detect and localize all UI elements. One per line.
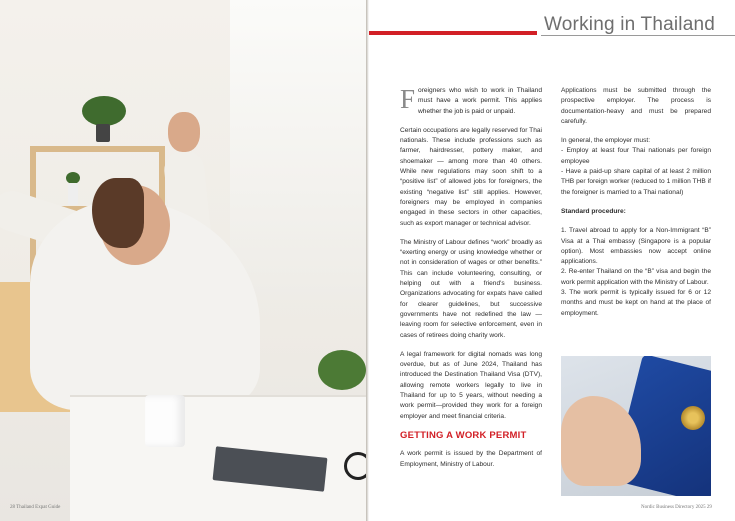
drop-cap: F: [400, 84, 416, 114]
left-page-footer: 28 Thailand Expat Guide: [10, 505, 61, 510]
page-title: Working in Thailand: [544, 14, 716, 35]
right-page-article: [369, 0, 735, 521]
procedure-step: 2. Re-enter Thailand on the “B” visa and begin the work permit application with the Ministry of Labour.: [561, 268, 711, 286]
body-paragraph: Certain occupations are legally reserved for Thai nationals. These include professions such as farmer, hairdresser, pottery maker, and shoemaker — among more than 40 others. While new regulations may soon shift to a “positive list” of allowed jobs for foreigners, the existing “negative list” still applies. However, foreigners may be employed in companies engaged in these sectors in other capacities, such as export manager or technical advisor.: [400, 126, 542, 227]
vase: [68, 183, 78, 205]
emblem-icon: [681, 406, 705, 430]
body-paragraph: A work permit is issued by the Department of Employment, Ministry of Labour.: [400, 450, 542, 468]
procedure-step: 1. Travel abroad to apply for a Non-Immigrant “B” Visa at a Thai embassy (Singapore is a popular option). Most embassies now accept online applications.: [561, 227, 711, 266]
header-accent-rule: [369, 31, 537, 35]
requirement-item: - Have a paid-up share capital of at least 2 million THB per foreign worker (reduced to 1 million THB if the foreigner is married to a Thai national): [561, 168, 711, 196]
passport-photo: [561, 356, 711, 496]
coffee-mug: [145, 395, 185, 447]
body-paragraph: In general, the employer must:: [561, 137, 651, 145]
lead-text: oreigners who wish to work in Thailand must have a work permit. This applies whether the job is paid or unpaid.: [418, 87, 542, 115]
article-column-1: [400, 86, 542, 479]
title-underline: [541, 35, 735, 36]
body-paragraph: A legal framework for digital nomads was long overdue, but as of June 2024, Thailand has introduced the Destination Thailand Visa (DTV), allowing remote workers legally to live in Thailand for up to 5 years, without needing a work permit—provided they work for a foreign employer and meet financial criteria.: [400, 350, 542, 420]
lead-paragraph: [400, 86, 542, 117]
pot: [96, 124, 110, 142]
procedure-heading: Standard procedure:: [561, 207, 626, 215]
glasses-icon: [344, 452, 367, 480]
body-paragraph: Applications must be submitted through the prospective employer. The process is documentation-heavy and must be prepared carefully.: [561, 87, 711, 125]
left-page-photo: [0, 0, 367, 521]
procedure-step: 3. The work permit is typically issued for 6 or 12 months and must be kept on hand at the place of employment.: [561, 289, 711, 317]
window-light: [230, 0, 367, 300]
hand: [168, 112, 200, 152]
plant-icon: [82, 96, 126, 126]
plant-icon: [318, 350, 366, 390]
requirement-item: - Employ at least four Thai nationals per foreign employee: [561, 147, 711, 165]
body-paragraph: The Ministry of Labour defines “work” broadly as “exerting energy or using knowledge whether or not in consideration of wages or other benefits.” This can include volunteering, consulting, or helping out with a friend's business. Organizations advocating for expats have called for clearer guidelines, but successive governments have not redefined the law — leaving room for selective enforcement, even in cases of retirees doing charity work.: [400, 238, 542, 339]
section-heading: GETTING A WORK PERMIT: [400, 429, 527, 441]
right-page-footer: Nordic Business Directory 2025 29: [641, 505, 712, 510]
article-column-2: [561, 86, 711, 328]
shelf-board: [30, 146, 165, 152]
